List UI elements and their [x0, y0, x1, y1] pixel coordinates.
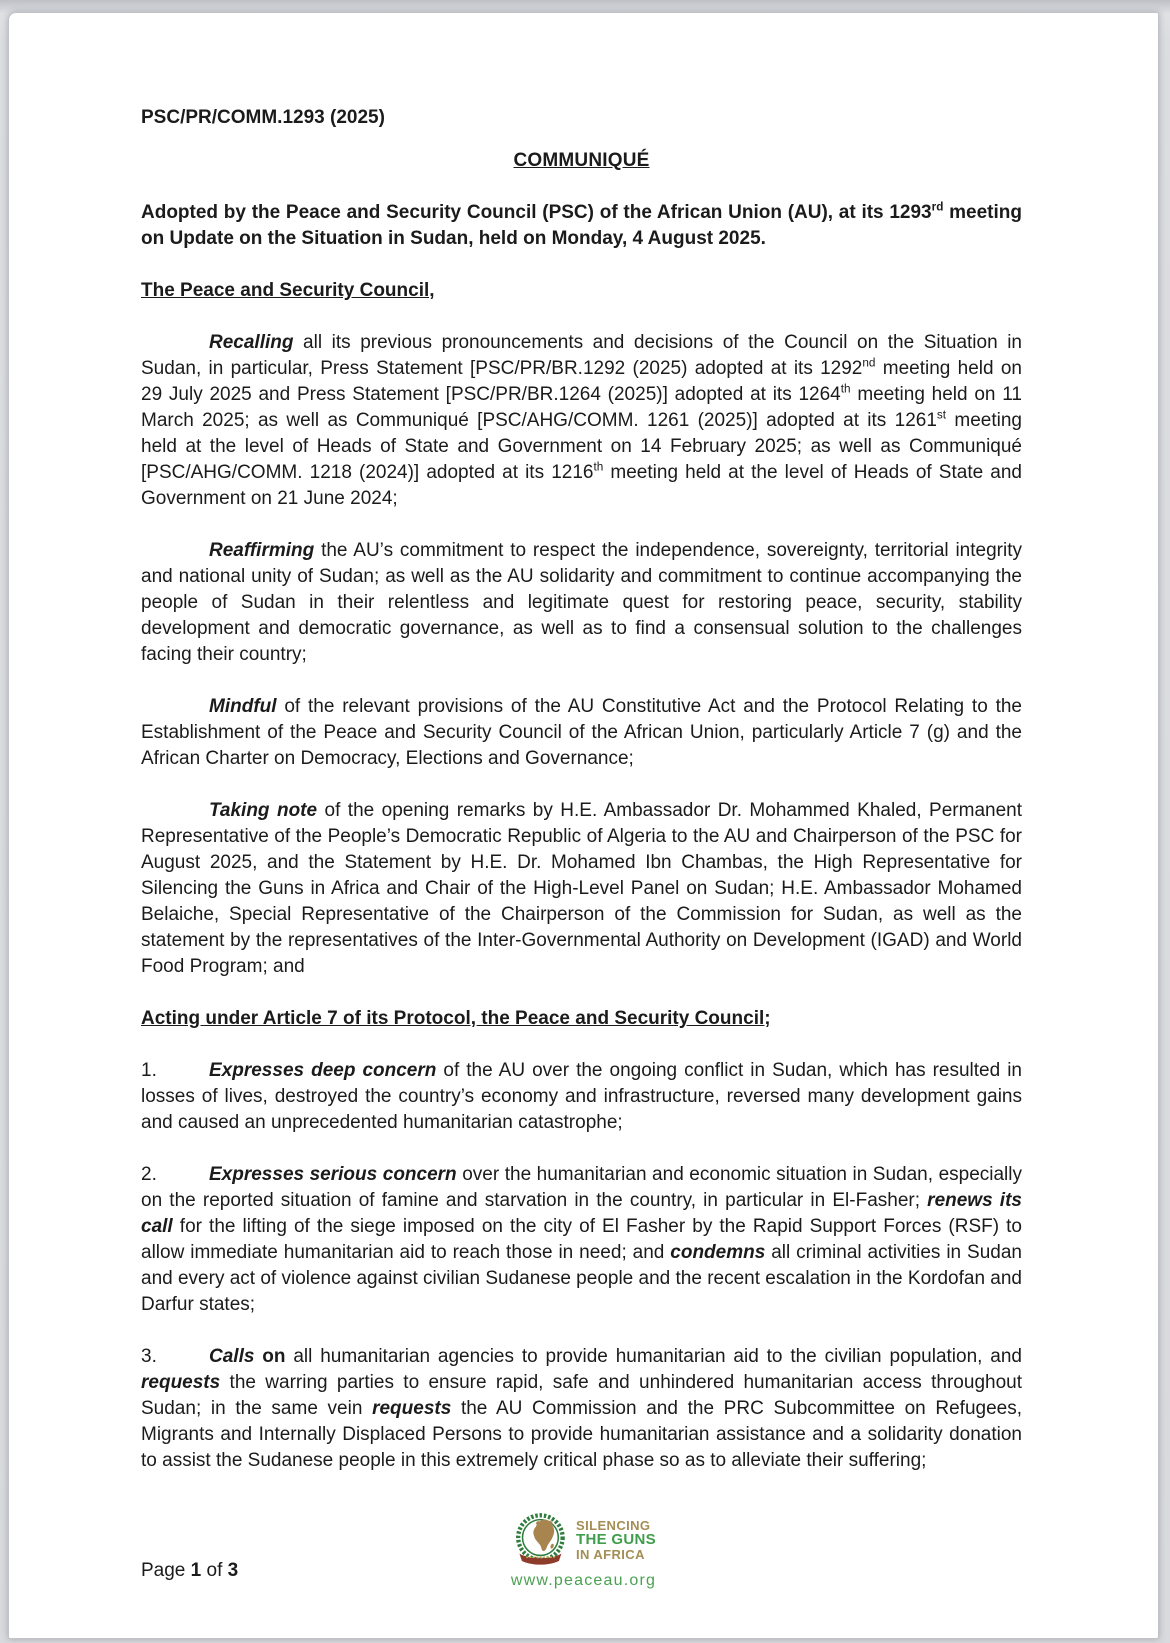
logo-top-row	[511, 1511, 656, 1569]
logo-url: www.peaceau.org	[510, 1572, 657, 1589]
operative-paragraph-3	[141, 1344, 1022, 1474]
adoption-paragraph: Adopted by the Peace and Security Council (PSC) of the African Union (AU), at its 1293rd meeting on Update on the Situation in Sudan, held on Monday, 4 August 2025.	[141, 200, 1022, 249]
paragraph-text: Expresses serious concern over the humanitarian and economic situation in Sudan, especially on the reported situation of famine and starvation in the country, in particular in El-Fasher; renews its call for the lifting of the siege imposed on the city of El Fasher by the Rapid Support Forces (RSF) to allow immediate humanitarian aid to reach those in need; and condemns all criminal activities in Sudan and every act of violence against civilian Sudanese people and the recent escalation in the Kordofan and Darfur states;	[141, 1164, 1022, 1315]
document-page	[8, 12, 1159, 1639]
page-number: Page 1 of 3	[141, 1560, 239, 1581]
paragraph-reaffirming: Reaffirming the AU’s commitment to respect the independence, sovereignty, territorial integrity and national unity of Sudan; as well as the AU solidarity and commitment to continue accompanying the people of Sudan in their relentless and legitimate quest for restoring peace, security, stability development and democratic governance, as well as to find a consensual solution to the challenges facing their country;	[141, 540, 1022, 665]
document-content	[141, 105, 1022, 1474]
logo-wordmark	[576, 1519, 656, 1562]
paragraph-text: Expresses deep concern of the AU over the ongoing conflict in Sudan, which has resulted in losses of lives, destroyed the country’s economy and infrastructure, reversed many development gains and caused an unprecedented humanitarian catastrophe;	[141, 1060, 1023, 1133]
logo-line-silencing: SILENCING	[576, 1517, 651, 1533]
document-reference: PSC/PR/COMM.1293 (2025)	[141, 107, 385, 128]
council-heading: The Peace and Security Council,	[141, 280, 435, 301]
au-emblem-icon	[511, 1511, 569, 1569]
paragraph-mindful: Mindful of the relevant provisions of the AU Constitutive Act and the Protocol Relating to the Establishment of the Peace and Security Council of the African Union, particularly Article 7 (g) and the African Charter on Democracy, Elections and Governance;	[141, 696, 1022, 769]
acting-heading: Acting under Article 7 of its Protocol, the Peace and Security Council;	[141, 1008, 771, 1029]
operative-paragraph-1	[141, 1058, 1022, 1136]
paragraph-number: 1.	[141, 1060, 157, 1081]
paragraph-number: 2.	[141, 1164, 157, 1185]
document-title: COMMUNIQUÉ	[513, 150, 650, 171]
logo-line-the-guns: THE GUNS	[576, 1531, 656, 1549]
operative-paragraph-2	[141, 1162, 1022, 1318]
paragraph-taking-note: Taking note of the opening remarks by H.E. Ambassador Dr. Mohammed Khaled, Permanent Representative of the People’s Democratic Republic of Algeria to the AU and Chairperson of the PSC for August 2025, and the Statement by H.E. Dr. Mohamed Ibn Chambas, the High Representative for Silencing the Guns in Africa and Chair of the High-Level Panel on Sudan; H.E. Ambassador Mohamed Belaiche, Special Representative of the Chairperson of the Commission for Sudan, as well as the statement by the representatives of the Inter-Governmental Authority on Development (IGAD) and World Food Program; and	[141, 800, 1022, 977]
paragraph-text: Calls on all humanitarian agencies to provide humanitarian aid to the civilian population, and requests the warring parties to ensure rapid, safe and unhindered humanitarian access throughout Sudan; in the same vein requests the AU Commission and the PRC Subcommittee on Refugees, Migrants and Internally Displaced Persons to provide humanitarian assistance and a solidarity donation to assist the Sudanese people in this extremely critical phase so as to alleviate their suffering;	[141, 1346, 1022, 1471]
silencing-the-guns-logo	[511, 1511, 656, 1590]
logo-line-in-africa: IN AFRICA	[576, 1546, 645, 1562]
paragraph-number: 3.	[141, 1346, 157, 1367]
paragraph-recalling: Recalling all its previous pronouncements and decisions of the Council on the Situation in Sudan, in particular, Press Statement [PSC/PR/BR.1292 (2025) adopted at its 1292nd meeting held on 29 July 2025 and Press Statement [PSC/PR/BR.1264 (2025)] adopted at its 1264th meeting held on 11 March 2025; as well as Communiqué [PSC/AHG/COMM. 1261 (2025)] adopted at its 1261st meeting held at the level of Heads of State and Government on 14 February 2025; as well as Communiqué [PSC/AHG/COMM. 1218 (2024)] adopted at its 1216th meeting held at the level of Heads of State and Government on 21 June 2024;	[141, 332, 1022, 509]
